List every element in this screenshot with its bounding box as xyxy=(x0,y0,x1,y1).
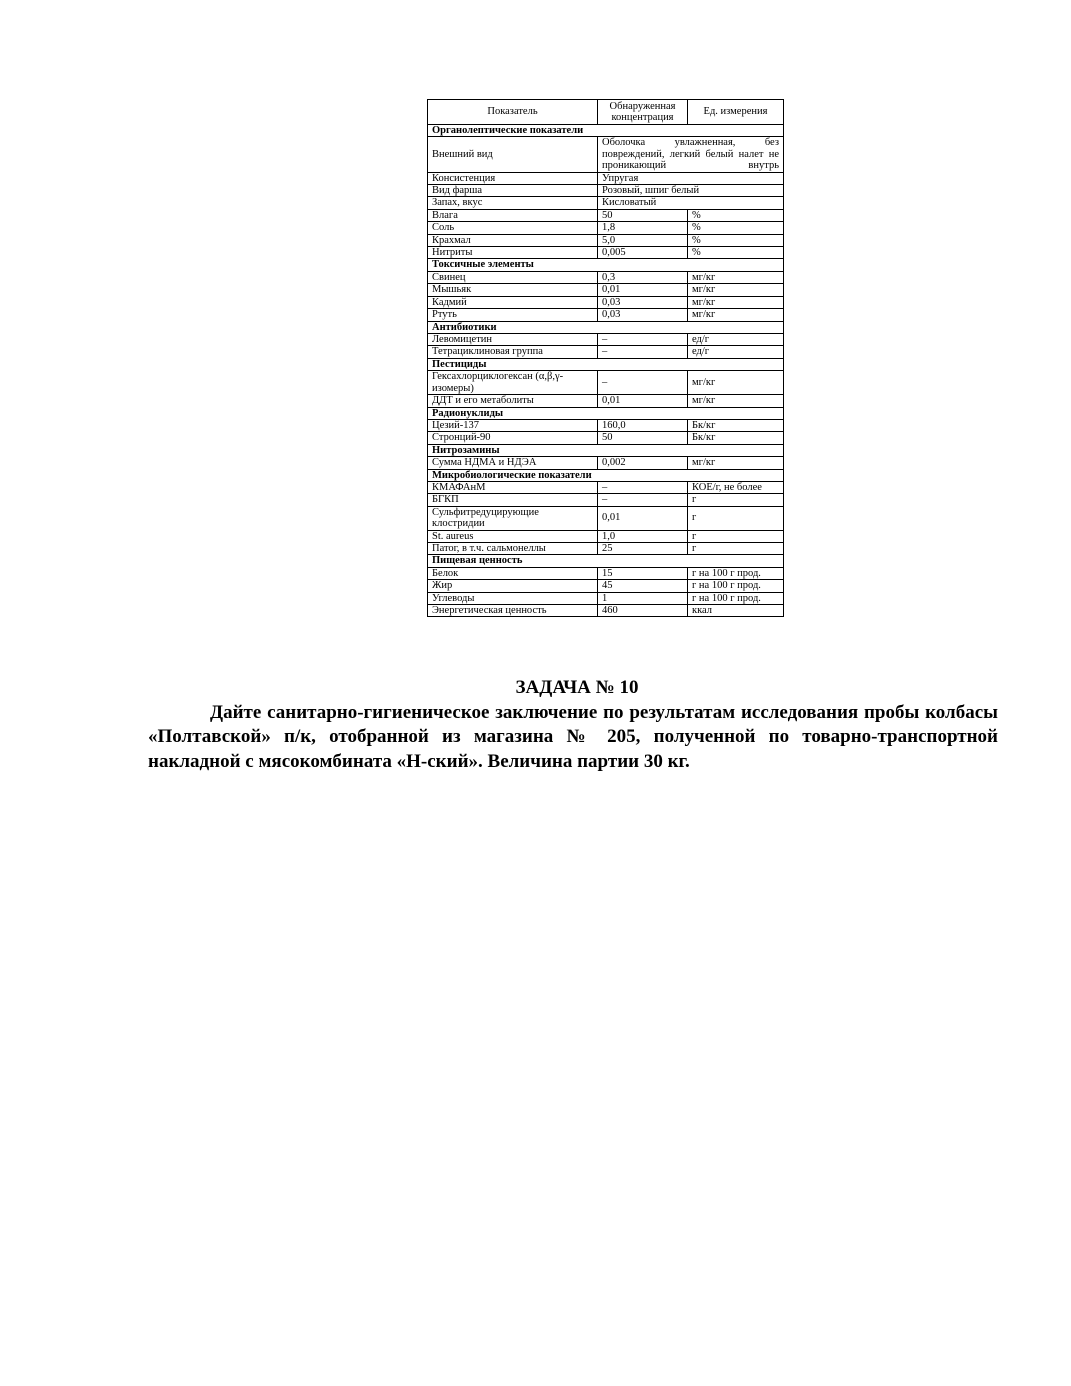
table-row xyxy=(428,333,784,345)
indicator-unit: мг/кг xyxy=(688,395,784,407)
table-row xyxy=(428,419,784,431)
indicator-value: 1,0 xyxy=(598,530,688,542)
indicator-value: Кисловатый xyxy=(598,197,784,209)
table-row xyxy=(428,172,784,184)
table-row xyxy=(428,185,784,197)
table-row xyxy=(428,296,784,308)
table-row xyxy=(428,457,784,469)
table-row xyxy=(428,197,784,209)
section-row xyxy=(428,555,784,567)
section-title: Нитрозамины xyxy=(428,444,784,456)
indicator-value: 5,0 xyxy=(598,234,688,246)
indicator-name: КМАФАнМ xyxy=(428,481,598,493)
task-title: ЗАДАЧА № 10 xyxy=(515,677,639,698)
indicator-value: – xyxy=(598,346,688,358)
indicator-value: – xyxy=(598,333,688,345)
indicator-unit: Бк/кг xyxy=(688,432,784,444)
indicator-value: – xyxy=(598,371,688,395)
indicator-name: Сумма НДМА и НДЭА xyxy=(428,457,598,469)
section-title: Антибиотики xyxy=(428,321,784,333)
indicator-unit: г xyxy=(688,543,784,555)
indicator-value: 0,005 xyxy=(598,247,688,259)
indicator-name: Тетрациклиновая группа xyxy=(428,346,598,358)
indicator-value: 0,002 xyxy=(598,457,688,469)
indicator-unit: % xyxy=(688,209,784,221)
indicator-value: 25 xyxy=(598,543,688,555)
table-row xyxy=(428,605,784,617)
indicator-unit: г на 100 г прод. xyxy=(688,567,784,579)
indicator-value: 1 xyxy=(598,592,688,604)
section-title: Пестициды xyxy=(428,358,784,370)
indicator-value: 0,03 xyxy=(598,296,688,308)
indicator-unit: % xyxy=(688,247,784,259)
section-row xyxy=(428,259,784,271)
indicator-value: 0,01 xyxy=(598,506,688,530)
task-text: Дайте санитарно-гигиеническое заключение по результатам исследования пробы колбасы «Полтавской» п/к, отобранной из магазина № 205, полученной по товарно-транспортной накладной с мясокомбината «Н-ский». Величина партии 30 кг. xyxy=(148,701,998,772)
indicator-value: 45 xyxy=(598,580,688,592)
indicator-name: Углеводы xyxy=(428,592,598,604)
table-row xyxy=(428,395,784,407)
table-row xyxy=(428,530,784,542)
indicator-name: ДДТ и его метаболиты xyxy=(428,395,598,407)
indicator-name: Соль xyxy=(428,222,598,234)
indicator-unit: мг/кг xyxy=(688,457,784,469)
indicator-value: Оболочка увлажненная, без повреждений, легкий белый налет не проникающий внутрь xyxy=(598,137,784,172)
indicator-value: – xyxy=(598,494,688,506)
indicator-unit: г xyxy=(688,494,784,506)
header-unit: Ед. измерения xyxy=(688,100,784,125)
table-row xyxy=(428,222,784,234)
indicator-unit: % xyxy=(688,222,784,234)
table-row xyxy=(428,432,784,444)
table-row xyxy=(428,481,784,493)
indicator-name: Кадмий xyxy=(428,296,598,308)
header-indicator: Показатель xyxy=(428,100,598,125)
table-row xyxy=(428,284,784,296)
table-row xyxy=(428,543,784,555)
section-row xyxy=(428,125,784,137)
header-concentration: Обнаруженная концентрация xyxy=(598,100,688,125)
indicator-name: Патог, в т.ч. сальмонеллы xyxy=(428,543,598,555)
indicator-unit: мг/кг xyxy=(688,371,784,395)
section-title: Органолептические показатели xyxy=(428,125,784,137)
indicator-name: Ртуть xyxy=(428,309,598,321)
indicator-value: Упругая xyxy=(598,172,784,184)
indicator-unit: г xyxy=(688,506,784,530)
indicator-value: 0,01 xyxy=(598,284,688,296)
section-row xyxy=(428,444,784,456)
table-row xyxy=(428,309,784,321)
section-title: Токсичные элементы xyxy=(428,259,784,271)
indicator-name: Вид фарша xyxy=(428,185,598,197)
indicator-name: Жир xyxy=(428,580,598,592)
task-block xyxy=(148,676,998,774)
indicator-unit: г xyxy=(688,530,784,542)
indicator-unit: мг/кг xyxy=(688,284,784,296)
table-row xyxy=(428,371,784,395)
indicator-unit: мг/кг xyxy=(688,309,784,321)
table-row xyxy=(428,506,784,530)
indicator-unit: мг/кг xyxy=(688,296,784,308)
table-row xyxy=(428,247,784,259)
indicator-value: 0,3 xyxy=(598,271,688,283)
indicator-name: Левомицетин xyxy=(428,333,598,345)
indicator-name: Внешний вид xyxy=(428,137,598,172)
section-row xyxy=(428,407,784,419)
table-row xyxy=(428,209,784,221)
indicator-unit: Бк/кг xyxy=(688,419,784,431)
indicator-name: Влага xyxy=(428,209,598,221)
indicator-name: Мышьяк xyxy=(428,284,598,296)
table-body xyxy=(428,125,784,617)
table-row xyxy=(428,580,784,592)
table-row xyxy=(428,346,784,358)
indicator-name: Энергетическая ценность xyxy=(428,605,598,617)
indicator-name: Цезий-137 xyxy=(428,419,598,431)
indicator-unit: ккал xyxy=(688,605,784,617)
table-header-row xyxy=(428,100,784,125)
indicator-name: Консистенция xyxy=(428,172,598,184)
table-row xyxy=(428,137,784,172)
indicator-value: 0,01 xyxy=(598,395,688,407)
section-title: Радионуклиды xyxy=(428,407,784,419)
indicator-name: БГКП xyxy=(428,494,598,506)
indicator-name: Нитриты xyxy=(428,247,598,259)
indicator-name: Свинец xyxy=(428,271,598,283)
section-row xyxy=(428,358,784,370)
section-title: Микробиологические показатели xyxy=(428,469,784,481)
indicator-name: Белок xyxy=(428,567,598,579)
indicator-name: Запах, вкус xyxy=(428,197,598,209)
indicator-value: 50 xyxy=(598,209,688,221)
indicator-value: 460 xyxy=(598,605,688,617)
indicator-unit: ед/г xyxy=(688,333,784,345)
table-row xyxy=(428,234,784,246)
indicator-unit: мг/кг xyxy=(688,271,784,283)
indicator-value: 0,03 xyxy=(598,309,688,321)
section-row xyxy=(428,469,784,481)
indicator-value: 50 xyxy=(598,432,688,444)
indicator-value: 15 xyxy=(598,567,688,579)
indicator-name: Сульфитредуцирующие клостридии xyxy=(428,506,598,530)
indicator-name: Гексахлорциклогексан (α,β,γ-изомеры) xyxy=(428,371,598,395)
table-row xyxy=(428,592,784,604)
table-row xyxy=(428,567,784,579)
section-row xyxy=(428,321,784,333)
indicator-name: Крахмал xyxy=(428,234,598,246)
indicator-unit: % xyxy=(688,234,784,246)
indicator-unit: ед/г xyxy=(688,346,784,358)
indicator-unit: г на 100 г прод. xyxy=(688,592,784,604)
section-title: Пищевая ценность xyxy=(428,555,784,567)
table-row xyxy=(428,494,784,506)
indicator-value: Розовый, шпиг белый xyxy=(598,185,784,197)
indicator-name: Стронций-90 xyxy=(428,432,598,444)
table-row xyxy=(428,271,784,283)
indicator-value: – xyxy=(598,481,688,493)
indicator-unit: г на 100 г прод. xyxy=(688,580,784,592)
indicator-value: 160,0 xyxy=(598,419,688,431)
indicators-table xyxy=(427,99,784,617)
indicator-unit: КОЕ/г, не более xyxy=(688,481,784,493)
indicator-name: St. aureus xyxy=(428,530,598,542)
indicator-value: 1,8 xyxy=(598,222,688,234)
